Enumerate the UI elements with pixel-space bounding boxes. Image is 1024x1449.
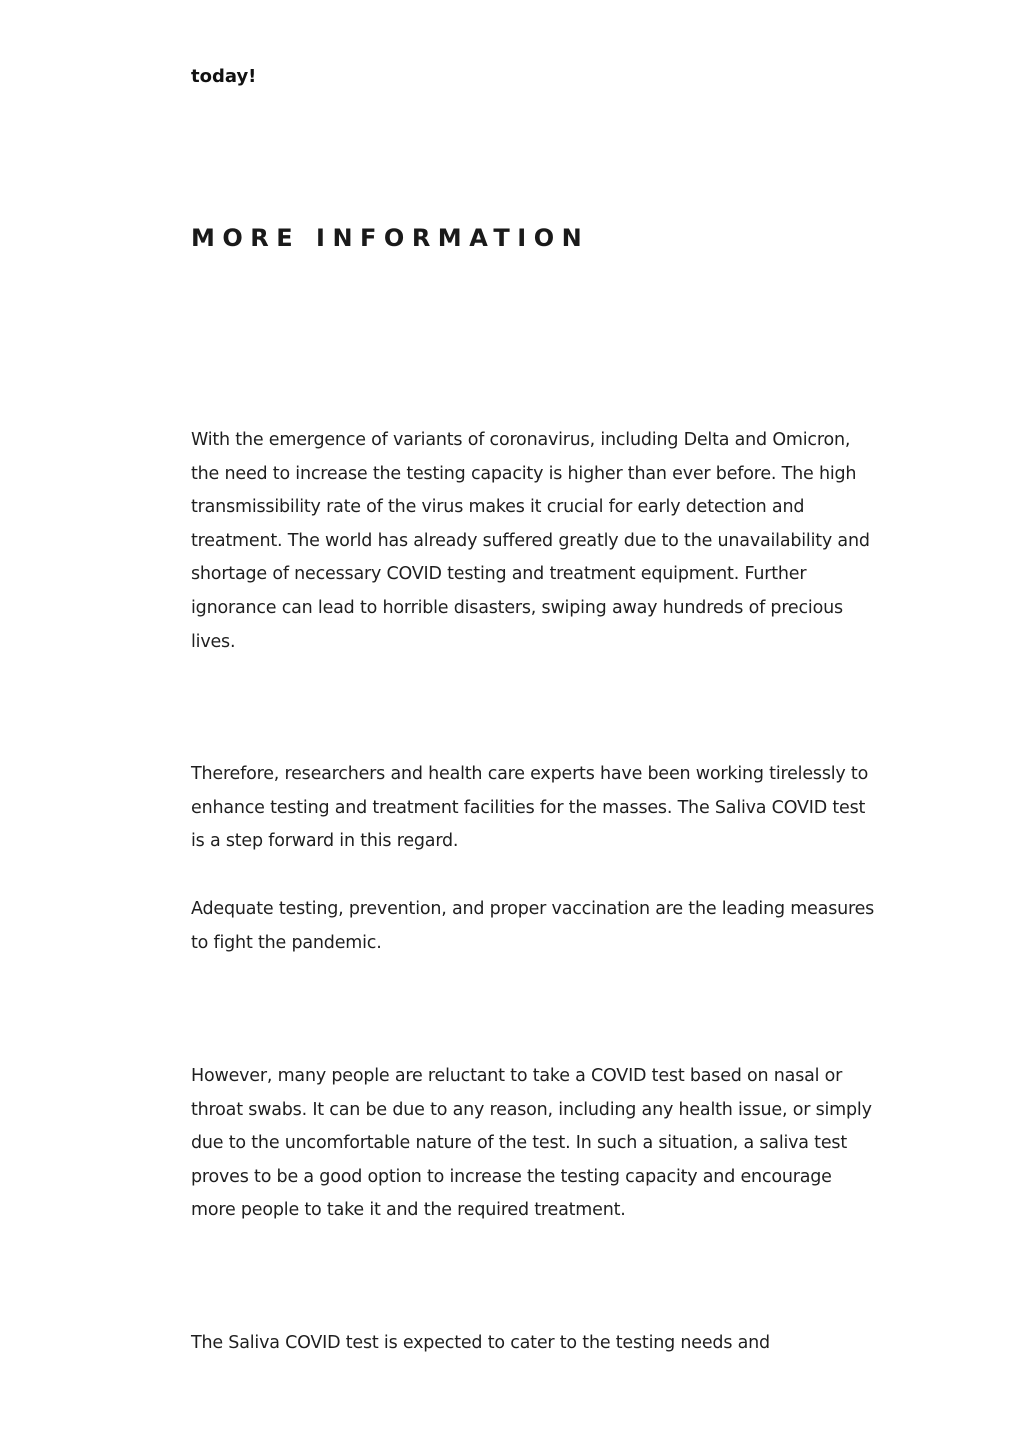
paragraph-variants: With the emergence of variants of coronavirus, including Delta and Omicron, the need to increase the testing capacity is higher than ever before. The high transmissibility rate of the virus makes it crucial for early detection and treatment. The world has already suffered greatly due to the unavailability and shortage of necessary COVID testing and treatment equipment. Further ignorance can lead to horrible disasters, swiping away hundreds of precious lives. (191, 430, 870, 652)
paragraph-reluctance: However, many people are reluctant to take a COVID test based on nasal or throat swabs. It can be due to any reason, including any health issue, or simply due to the uncomfortable nature of the test. In such a situation, a saliva test proves to be a good option to increase the testing capacity and encourage more people to take it and the required treatment. (191, 1066, 872, 1221)
paragraph-adequate-testing: Adequate testing, prevention, and proper vaccination are the leading measures to fight the pandemic. (191, 899, 875, 953)
intro-tail-text: today! (191, 66, 257, 87)
paragraph-researchers: Therefore, researchers and health care experts have been working tirelessly to enhance testing and treatment facilities for the masses. The Saliva COVID test is a step forward in this regard. (191, 764, 869, 852)
paragraph-saliva-test: The Saliva COVID test is expected to cater to the testing needs and (191, 1333, 770, 1353)
section-heading: MORE INFORMATION (191, 224, 590, 252)
